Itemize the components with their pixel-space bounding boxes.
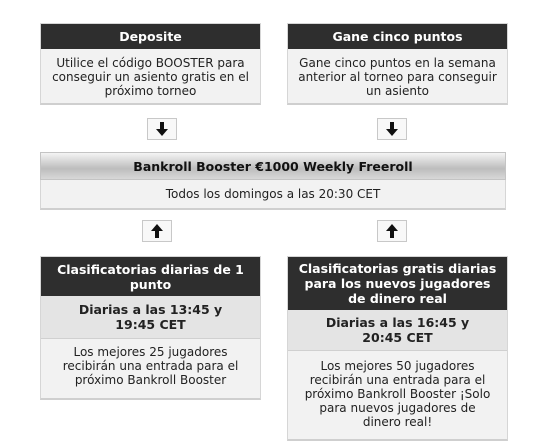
arrow-up-icon	[151, 224, 163, 238]
arrow-down-icon	[386, 122, 398, 136]
new-player-qualifiers-title: Clasificatorias gratis diarias para los nuevos jugadores de dinero real	[288, 257, 507, 310]
arrow-up-left	[142, 220, 172, 242]
deposit-title: Deposite	[41, 24, 260, 49]
daily-qualifiers-text: Los mejores 25 jugadores recibirán una entrada para el próximo Bankroll Booster	[62, 345, 239, 387]
new-player-qualifiers-box	[287, 256, 508, 441]
freeroll-title: Bankroll Booster €1000 Weekly Freeroll	[40, 152, 506, 180]
arrow-down-left	[147, 118, 177, 140]
five-points-box	[287, 23, 508, 105]
deposit-box	[40, 23, 261, 105]
new-player-qualifiers-text: Los mejores 50 jugadores recibirán una entrada para el próximo Bankroll Booster ¡Solo para nuevos jugadores de dinero real!	[304, 359, 491, 429]
five-points-title: Gane cinco puntos	[288, 24, 507, 49]
daily-qualifiers-box	[40, 256, 261, 400]
freeroll-banner	[40, 152, 506, 210]
arrow-down-right	[377, 118, 407, 140]
deposit-text: Utilice el código BOOSTER para conseguir un asiento gratis en el próximo torneo	[52, 56, 249, 98]
arrow-up-icon	[386, 224, 398, 238]
daily-qualifiers-times: Diarias a las 13:45 y 19:45 CET	[41, 296, 260, 339]
arrow-up-right	[377, 220, 407, 242]
arrow-down-icon	[156, 122, 168, 136]
new-player-qualifiers-times: Diarias a las 16:45 y 20:45 CET	[288, 310, 507, 351]
freeroll-schedule: Todos los domingos a las 20:30 CET	[40, 180, 506, 210]
daily-qualifiers-title: Clasificatorias diarias de 1 punto	[41, 257, 260, 296]
five-points-text: Gane cinco puntos en la semana anterior al torneo para conseguir un asiento	[298, 56, 497, 98]
